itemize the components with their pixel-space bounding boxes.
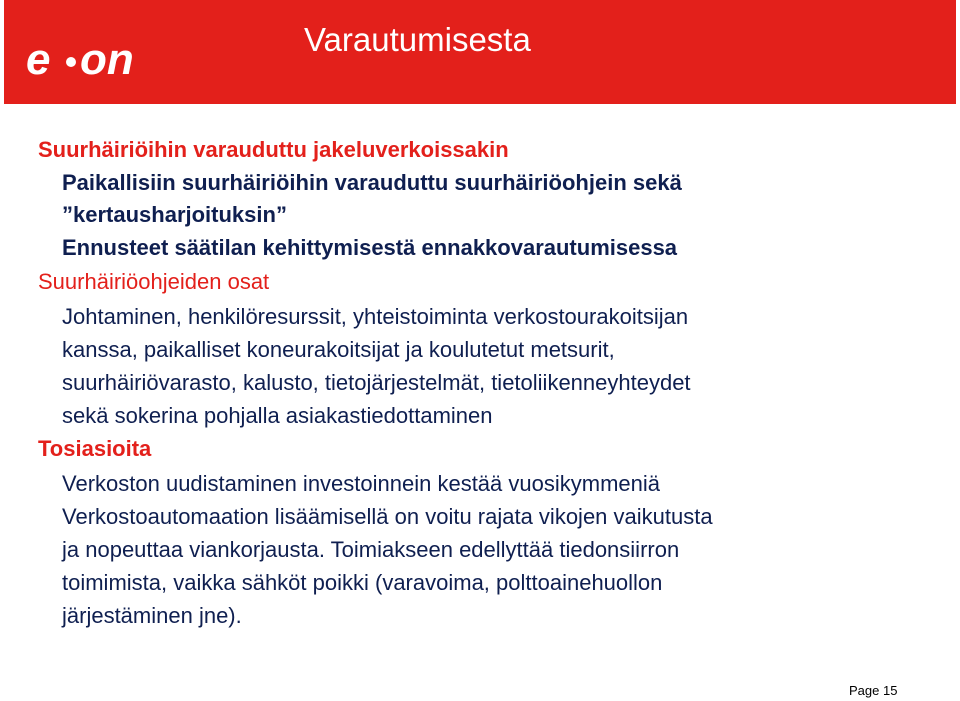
paragraph-line: Verkostoautomaation lisäämisellä on voitu rajata vikojen vaikutusta (62, 504, 713, 529)
svg-text:e: e (26, 36, 51, 84)
paragraph-line: toimimista, vaikka sähköt poikki (varavoima, polttoainehuollon (62, 570, 663, 595)
heading-facts: Tosiasioita (38, 436, 152, 461)
paragraph-line: suurhäiriövarasto, kalusto, tietojärjestelmät, tietoliikenneyhteydet (62, 370, 691, 395)
bullet-line: ”kertausharjoituksin” (62, 202, 287, 227)
bullet-line: Paikallisiin suurhäiriöihin varauduttu suurhäiriöohjein sekä (62, 170, 682, 195)
paragraph-line: ja nopeuttaa viankorjausta. Toimiakseen edellyttää tiedonsiirron (62, 537, 680, 562)
paragraph-line: kanssa, paikalliset koneurakoitsijat ja koulutetut metsurit, (62, 337, 615, 362)
paragraph-line: sekä sokerina pohjalla asiakastiedottaminen (62, 403, 493, 428)
slide-title: Varautumisesta (304, 21, 531, 58)
svg-text:on: on (80, 36, 134, 84)
eon-logo (24, 36, 156, 84)
paragraph-line: Johtaminen, henkilöresurssit, yhteistoiminta verkostourakoitsijan (62, 304, 689, 329)
paragraph-line: järjestäminen jne). (62, 603, 242, 628)
paragraph-line: Verkoston uudistaminen investoinnein kestää vuosikymmeniä (62, 471, 660, 496)
header-bar (4, 0, 956, 104)
page-number: Page 15 (849, 683, 898, 698)
bullet-line: Ennusteet säätilan kehittymisestä ennakkovarautumisessa (62, 235, 678, 260)
heading-instruction-parts: Suurhäiriöohjeiden osat (38, 269, 270, 294)
heading-preparedness: Suurhäiriöihin varauduttu jakeluverkoissakin (38, 137, 509, 162)
